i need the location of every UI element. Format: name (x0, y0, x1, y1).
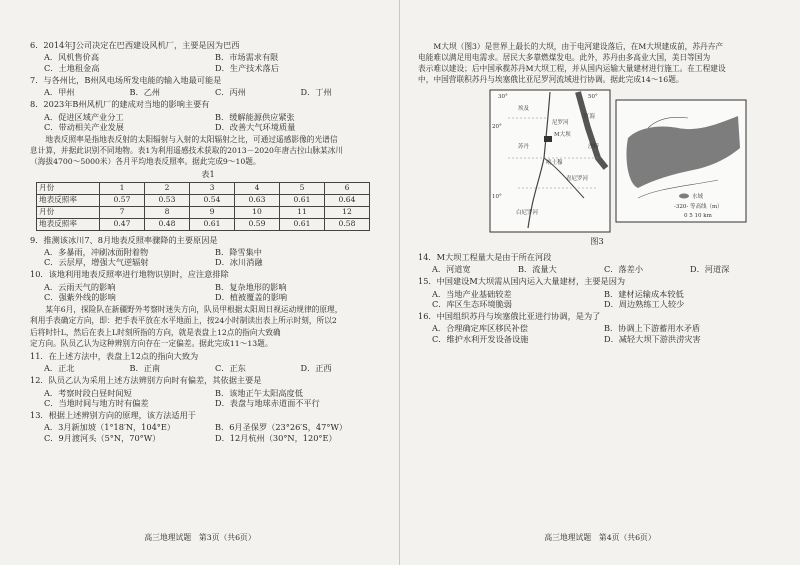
option: D．表盘与地球赤道面不平行 (215, 397, 320, 408)
legend-scale-label: 0 5 10 km (684, 212, 712, 219)
table-cell: 6 (325, 182, 370, 194)
question-9-stem: 9．推测该冰川7、8月地表反照率骤降的主要原因是 (30, 234, 218, 245)
table-row (37, 218, 370, 230)
map-label: 白尼罗河 (516, 209, 539, 216)
passage-direction (30, 304, 386, 349)
passage-line: M大坝（图3）是世界上最长的大坝，由于电河建设落后，在M大坝建成前，苏丹卉产 (433, 42, 724, 51)
passage-line: 某年6月，探险队在新疆野外考察时迷失方向，队员甲根据太阳周日视运动规律的原理， (45, 305, 343, 315)
option: C．9月渡河头（5°N，70°W） (44, 432, 161, 443)
option: A．促进区域产业分工 (44, 111, 124, 122)
table-cell: 0.48 (145, 218, 190, 230)
table-cell: 4 (235, 182, 280, 194)
table-cell: 0.61 (280, 194, 325, 206)
option: B．该地正午太阳高度低 (215, 387, 303, 398)
table-cell: 3 (190, 182, 235, 194)
option: C．当地时间与地方时有偏差 (44, 397, 149, 408)
map-label: 喀土穆 (546, 159, 563, 166)
question-10-options (44, 282, 386, 303)
passage-line: 定方向。队员乙认为这种辨别方向存在一定偏差。据此完成11～13题。 (30, 338, 273, 348)
question-16-stem: 16．中国组织苏丹与埃塞俄比亚进行协调，是为了 (418, 311, 601, 322)
option: B．流量大 (518, 264, 557, 275)
table-cell: 2 (145, 182, 190, 194)
option: D．周边熟练工人较少 (604, 298, 685, 309)
table-cell: 0.57 (100, 194, 145, 206)
question-7-options (44, 87, 386, 97)
question-8-stem: 8．2023年B州风机厂的建成对当地的影响主要有 (30, 99, 210, 110)
option: A．河道宽 (432, 264, 471, 275)
map-label: 苏丹 (518, 143, 530, 150)
map-label: M大坝 (554, 131, 571, 138)
table-cell: 9 (190, 206, 235, 218)
table-cell: 0.53 (145, 194, 190, 206)
question-8-options (44, 112, 386, 133)
option: C．云层厚，增强大气逆辐射 (44, 257, 149, 268)
table-cell: 12 (325, 206, 370, 218)
option: B．复杂地形的影响 (215, 281, 287, 292)
option: B．市场需求有限 (215, 52, 279, 63)
table-cell: 7 (100, 206, 145, 218)
option: D．12月杭州（30°N，120°E） (215, 432, 337, 443)
option: C．库区生态环境脆弱 (432, 298, 512, 309)
lat-tick: 20° (492, 123, 502, 130)
map-label: 沙特 (588, 143, 600, 150)
passage-line: 中，中国营联积苏丹与埃塞俄比亚尼罗河流域进行协调。据此完成14～16题。 (418, 75, 684, 85)
option: A．当地产业基础较差 (432, 288, 512, 299)
passage-line: （海拔4700～5000米）各月平均地表反照率。据此完成9～10题。 (30, 157, 261, 167)
option: A．多暴雨，冲刷冰面附着物 (44, 246, 149, 257)
option: C．带动相关产业发展 (44, 121, 124, 132)
option: B．6月圣保罗（23°26′S，47°W） (215, 422, 348, 433)
question-10-stem: 10．该地利用地表反照率进行地物识别时，应注意排除 (30, 269, 229, 280)
question-14-stem: 14．M大坝工程量大是由于所在河段 (418, 251, 552, 262)
option: A．甲州 (44, 87, 75, 97)
question-11-options (44, 363, 386, 373)
table-cell: 8 (145, 206, 190, 218)
legend-water-label: 水域 (692, 193, 704, 200)
map-label: 尼罗河 (552, 119, 569, 126)
table-cell: 0.54 (190, 194, 235, 206)
question-11-stem: 11．在上述方法中，表盘上12点的指向大致为 (30, 350, 199, 361)
table-cell: 11 (280, 206, 325, 218)
table-cell: 0.61 (190, 218, 235, 230)
option: C．维护水利开发设备设施 (432, 333, 529, 344)
figure-3-map (488, 88, 748, 236)
table-caption: 表1 (201, 169, 215, 180)
map-label: 埃及 (518, 105, 530, 112)
question-9-options (44, 247, 386, 268)
passage-dam (418, 41, 776, 86)
option: B．降雪集中 (215, 246, 262, 257)
option: C．正东 (215, 363, 246, 374)
option: C．土地租金高 (44, 62, 100, 73)
question-15-options (432, 289, 776, 310)
map-label: 红海 (584, 113, 596, 120)
option: D．生产技术落后 (215, 62, 279, 73)
option: B．建材运输成本较低 (604, 288, 684, 299)
option: D．正西 (300, 363, 332, 374)
table-cell: 月份 (37, 182, 100, 194)
passage-line: 息计算，并据此识别不同地物。表1为利用遥感技术获取的2013－2020年唐古拉山脉某冰川 (30, 146, 344, 156)
option: D．植被覆盖的影响 (215, 291, 288, 302)
map-svg (488, 88, 748, 236)
option: A．考察时段白昼时间短 (44, 387, 132, 398)
table-cell: 1 (100, 182, 145, 194)
question-14-options (432, 264, 776, 274)
table-cell: 10 (235, 206, 280, 218)
table-cell: 地表反照率 (37, 218, 100, 230)
passage-albedo (30, 134, 386, 167)
question-13-options (44, 422, 386, 443)
right-page (400, 0, 800, 565)
option: B．乙州 (129, 87, 161, 97)
option: A．正北 (44, 363, 75, 374)
question-7-stem: 7．与各州比，B州风电场所发电能的输入地最可能是 (30, 74, 222, 85)
page-footer: 高三地理试题 第3页（共6页） (144, 533, 256, 543)
question-12-stem: 12．队员乙认为采用上述方法辨别方向时有偏差，其依据主要是 (30, 375, 262, 386)
table-row (37, 182, 370, 194)
option: D．减轻大坝下游洪涝灾害 (604, 333, 701, 344)
legend-contour-label: -320- 等高线（m） (674, 203, 723, 210)
passage-line: 电能难以满足用电需求。居民大多靠燃煤发电。此外，苏丹由多高业大国，美日等国为 (418, 53, 711, 63)
passage-line: 地表反照率是指地表反射的太阳辐射与入射的太阳辐射之比，可通过遥感影像的光谱信 (45, 135, 338, 144)
map-label: 青尼罗河 (566, 175, 589, 182)
option: A．3月新加坡（1°18′N，104°E） (44, 422, 176, 433)
question-16-options (432, 323, 776, 344)
question-15-stem: 15．中国建设M大坝需从国内运入大量建材，主要是因为 (418, 276, 626, 287)
table-cell: 月份 (37, 206, 100, 218)
option: B．协调上下游蓄用水矛盾 (604, 323, 701, 334)
option: A．合理确定库区移民补偿 (432, 323, 528, 334)
passage-line: 表示难以建设；后中国承揽苏丹M大坝工程，并从国内运输大量建材进行施工。在工程建设 (418, 64, 726, 74)
option: D．丁州 (300, 87, 332, 97)
option: D．冰川消融 (215, 257, 263, 268)
legend-water-swatch (679, 193, 689, 198)
table-cell: 地表反照率 (37, 194, 100, 206)
dam-marker (544, 136, 552, 142)
option: A．云雨天气的影响 (44, 281, 116, 292)
option: C．落差小 (604, 264, 644, 275)
table-row (37, 206, 370, 218)
passage-line: 后将时针L，然后在表上L时刻所指的方向，就是表盘上12点的指向大致确 (30, 327, 281, 337)
passage-line: 利用手表确定方向，即：把手表平放在水平地面上，按24小时制读出表上所示时刻，所以2 (30, 316, 337, 326)
table-cell: 0.61 (280, 218, 325, 230)
option: A．风机售价高 (44, 52, 100, 63)
lon-tick: 30° (498, 93, 508, 100)
question-13-stem: 13．根据上述辨别方向的原理，该方法适用于 (30, 410, 196, 421)
table-cell: 0.59 (235, 218, 280, 230)
option: B．正南 (129, 363, 161, 374)
figure-caption: 图3 (590, 235, 604, 246)
page-footer: 高三地理试题 第4页（共6页） (544, 533, 656, 543)
table-cell: 0.58 (325, 218, 370, 230)
albedo-table (36, 182, 370, 231)
option: C．强紫外线的影响 (44, 291, 116, 302)
table-cell: 5 (280, 182, 325, 194)
table-row (37, 194, 370, 206)
lon-tick: 50° (588, 93, 598, 100)
table-cell: 0.63 (235, 194, 280, 206)
lat-tick: 10° (492, 193, 502, 200)
question-6-options (44, 52, 386, 73)
table-cell: 0.64 (325, 194, 370, 206)
option: C．丙州 (215, 87, 246, 97)
option: D．改善大气环境质量 (215, 121, 296, 132)
option: D．河道深 (690, 264, 730, 275)
option: B．缓解能源供应紧张 (215, 111, 295, 122)
question-6-stem: 6．2014年J公司决定在巴西建设风机厂，主要是因为巴西 (30, 40, 240, 50)
question-12-options (44, 388, 386, 409)
table-cell: 0.47 (100, 218, 145, 230)
